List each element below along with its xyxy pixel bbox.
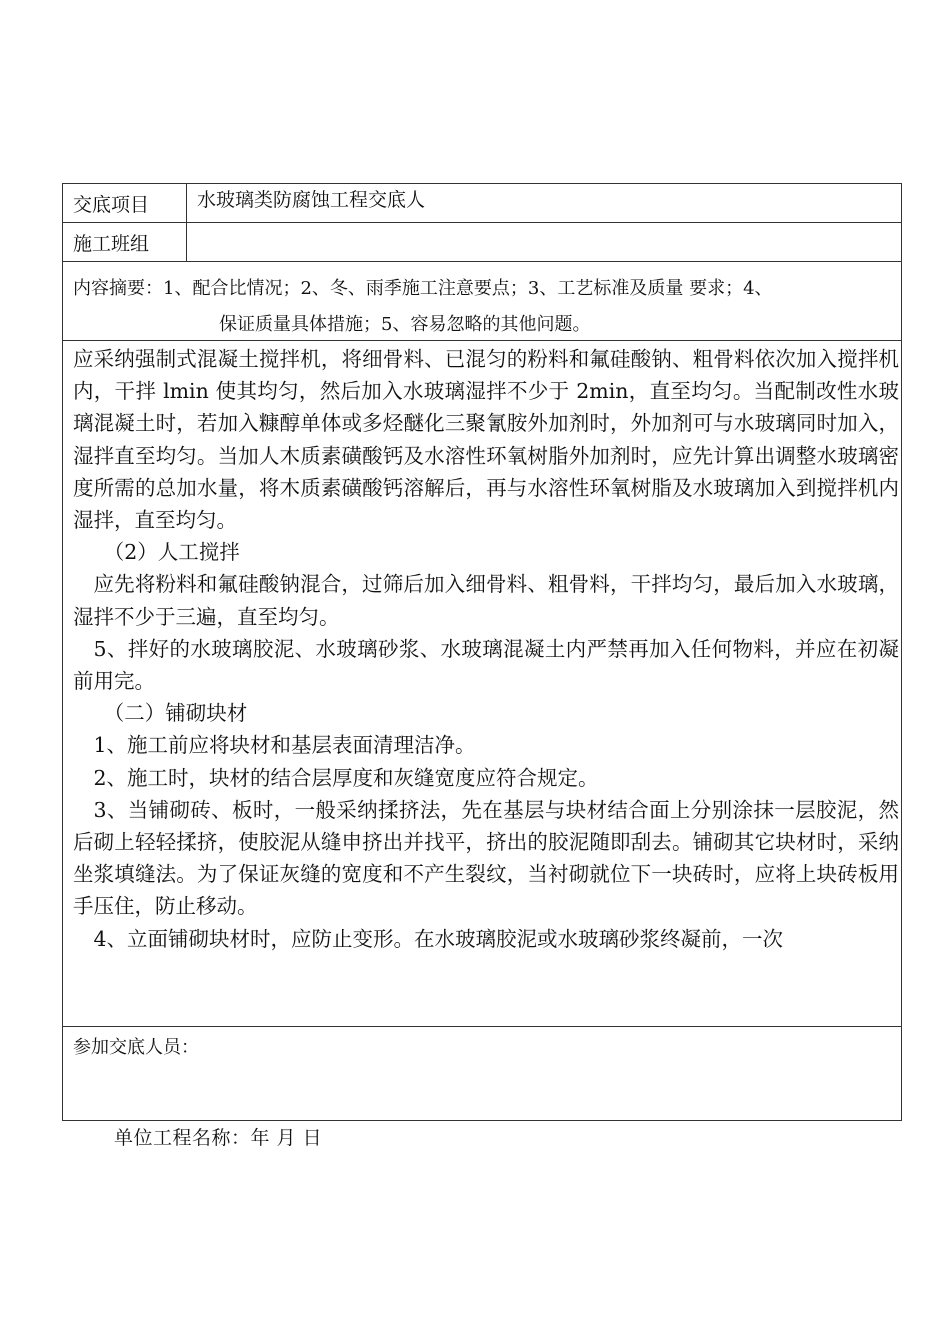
body-text: [73, 343, 899, 955]
footer-unit-project: 单位工程名称：年 月 日: [114, 1127, 323, 1149]
project-label: 交底项目: [63, 184, 187, 222]
summary-line-1: 内容摘要：1、配合比情况；2、冬、雨季施工注意要点；3、工艺标准及质量 要求；4、: [73, 278, 773, 299]
body-row: [63, 341, 901, 1027]
paragraph-item-5: 5、拌好的水玻璃胶泥、水玻璃砂浆、水玻璃混凝土内严禁再加入任何物料，并应在初凝前用完。: [73, 636, 899, 694]
paragraph-mixing-machine: 应采纳强制式混凝土搅拌机，将细骨料、已混匀的粉料和氟硅酸钠、粗骨料依次加入搅拌机内，干拌 lmin 使其均匀，然后加入水玻璃湿拌不少于 2min，直至均匀。当配制改性水玻璃混凝土时，若加入糠醇单体或多烃醚化三聚氰胺外加剂时，外加剂可与水玻璃同时加入，湿拌直至均匀。当加人木质素磺酸钙及水溶性环氧树脂外加剂时，应先计算出调整水玻璃密度所需的总加水量，将木质素磺酸钙溶解后，再与水溶性环氧树脂及水玻璃加入到搅拌机内湿拌，直至均匀。: [73, 347, 899, 533]
participants-label: 参加交底人员：: [73, 1037, 199, 1058]
summary-line-2: 保证质量具体措施；5、容易忽略的其他问题。: [219, 314, 591, 335]
paragraph-item-2: 2、施工时，块材的结合层厚度和灰缝宽度应符合规定。: [93, 765, 599, 790]
paragraph-manual-mixing: 应先将粉料和氟硅酸钠混合，过筛后加入细骨料、粗骨料，干拌均匀，最后加入水玻璃，湿拌不少于三遍，直至均匀。: [73, 572, 899, 629]
heading-laying-blocks: （二）铺砌块材: [103, 701, 248, 726]
summary-row: [63, 262, 901, 341]
paragraph-item-3: 3、当铺砌砖、板时，一般采纳揉挤法，先在基层与块材结合面上分别涂抹一层胶泥，然后砌上轻轻揉挤，使胶泥从缝申挤出并找平，挤出的胶泥随即刮去。铺砌其它块材时，采纳坐浆填缝法。为了保证灰缝的宽度和不产生裂纹，当衬砌就位下一块砖时，应将上块砖板用手压住，防止移动。: [73, 797, 899, 919]
project-row: [63, 184, 901, 223]
participants-row: [63, 1027, 901, 1122]
project-value: 水玻璃类防腐蚀工程交底人: [197, 189, 426, 211]
paragraph-item-4: 4、立面铺砌块材时，应防止变形。在水玻璃胶泥或水玻璃砂浆终凝前，一次: [93, 926, 784, 951]
disclosure-table: [62, 183, 902, 1121]
paragraph-item-1: 1、施工前应将块材和基层表面清理洁净。: [93, 733, 476, 758]
team-label: 施工班组: [63, 223, 187, 261]
content-summary: [73, 271, 895, 343]
heading-manual-mixing: （2）人工搅拌: [103, 540, 240, 565]
team-row: [63, 223, 901, 262]
